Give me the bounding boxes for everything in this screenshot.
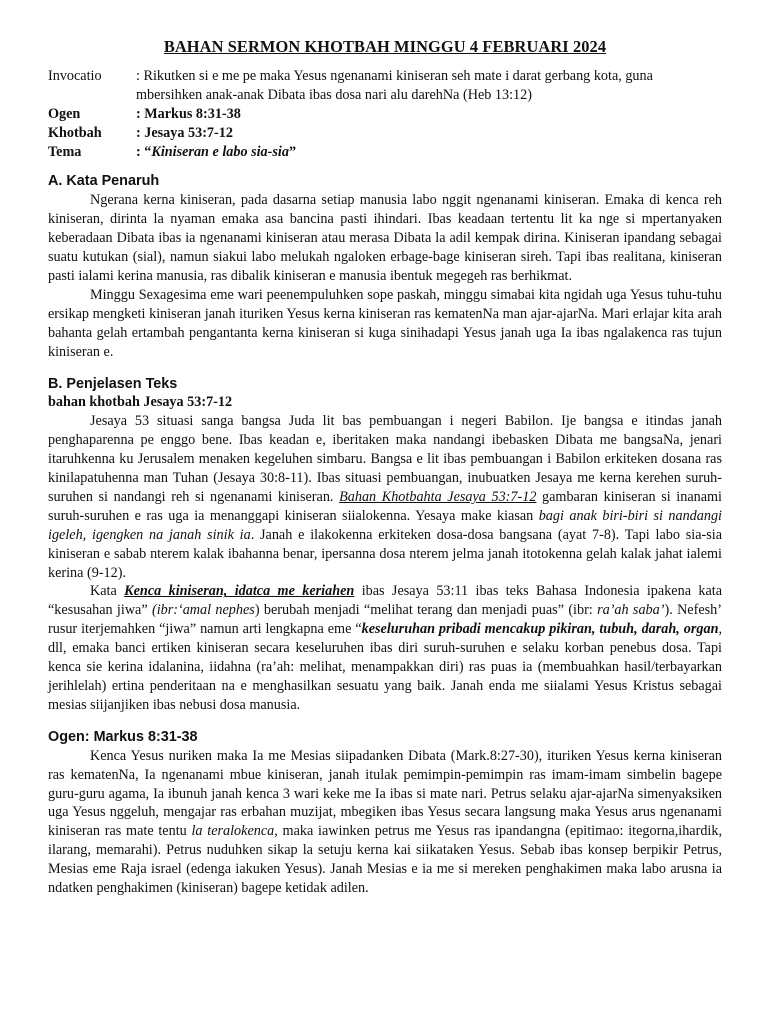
text-run: gambaran kiniseran si inanami suruh-suruhen e ras uga ia menanggapi kiniseran siialokenna. Yesaya make kiasan bbox=[48, 488, 722, 524]
section-ogen-heading: Ogen: Markus 8:31-38 bbox=[48, 728, 198, 745]
invocatio-value: : Rikutken si e me pe maka Yesus ngenanami kiniseran seh mate i darat gerbang kota, guna mbersihken anak-anak Dibata ibas dosa nari alu darehNa (Heb 13:12) bbox=[136, 67, 653, 103]
khotbah-value: : Jesaya 53:7-12 bbox=[136, 124, 233, 141]
meta-row-ogen bbox=[48, 105, 722, 124]
tema-prefix: : “ bbox=[136, 143, 152, 160]
ogen-value: : Markus 8:31-38 bbox=[136, 105, 241, 122]
italic-phrase: la teralokenca bbox=[191, 823, 275, 840]
document-title: BAHAN SERMON KHOTBAH MINGGU 4 FEBRUARI 2024 bbox=[163, 37, 607, 56]
tema-suffix: ” bbox=[288, 143, 297, 160]
tema-value-cell bbox=[134, 143, 722, 162]
sermon-meta-table bbox=[48, 67, 722, 162]
section-b-paragraph-1 bbox=[48, 412, 722, 582]
text-run: Kata bbox=[90, 583, 125, 600]
text-run: Kenca Yesus nuriken maka Ia me Mesias siipadanken Dibata (Mark.8:27-30), ituriken Yesus kerna kiniseran ras kematenNa, Ia ngenanami mbue kiniseran, janah itulak pemimpin-pemimpin ras imam-imam simbelin bagepe guru-guru agama, Ia ibunuh janah kenca 3 wari keke me Ia ibas si mate nari. Petrus selaku ajar-ajarNa simenyaksiken uga Yesus nggeluh, mengajar ras erbahan muzijat, mbegiken ibas Yesus secara langsung maka Yesus arus ngenanami kiniseran ras mate tentu bbox=[48, 747, 722, 840]
hebrew-term-2: ra’ah saba’ bbox=[597, 602, 665, 619]
text-run: ). Nefesh’ rusur iterjemahken “jiwa” namun arti lengkapna eme “ bbox=[48, 602, 722, 638]
hebrew-term-1: (ibr:‘amal nephes bbox=[151, 602, 255, 619]
emphasis-phrase: keseluruhan pribadi mencakup pikiran, tubuh, darah, organ bbox=[361, 621, 719, 638]
khotbah-label: Khotbah bbox=[48, 124, 102, 141]
text-run: . Janah e ilakokenna erkiteken dosa-dosa bangsana (ayat 7-8). Tapi labo sia-sia kiniseran e sabab nterem kalak ibahanna benar, ipersanna dosa nterem jelma janah itotokenna gelah kalak jahat ialemi kerina (9-12). bbox=[48, 526, 722, 581]
spacer bbox=[48, 715, 722, 728]
meta-row-khotbah bbox=[48, 124, 722, 143]
meta-row-tema bbox=[48, 143, 722, 162]
text-run: , maka iawinken petrus me Yesus ras ipandangna (epitimao: itegorna,ihardik, ilarang, memarahi). Petrus nuduhken sikap la setuju kerna kai siikataken Yesus. Sebab ibas konsep berpikir Petrus, Mesias eme Raja israel (edenga iakuken Yesus). Janah Mesias e ia me si mereken penghakimen maka labo arusna ia ndatken penghakimen (kiniseran) bagepe ketidak adilen. bbox=[48, 823, 722, 897]
section-b-heading: B. Penjelasen Teks bbox=[48, 375, 178, 392]
italic-phrase: bagi anak biri-biri si nandangi igeleh, igengken na janah sinik ia bbox=[48, 507, 722, 543]
text-run: ibas Jesaya 53:11 ibas teks Bahasa Indonesia ipakena kata “kesusahan jiwa” bbox=[48, 583, 722, 619]
meta-row-invocatio bbox=[48, 67, 722, 105]
text-run: , dll, emaka banci ertiken kiniseran secara keseluruhen ibas diri suruh-suruhen e selaku korban penebus dosa. Tapi kenca sie kerina idalanina, iidahna (ra’ah: melihat, menampakkan diri) ras puas ia (membuahkan hasil/terbayarkan jerihlelah) ertina penderitaan na e menghasilkan sesuatu yang baik. Janah enda me siialami Yesus Kristus sebagai mesias siijanjiken ibas nebusi dosa manusia. bbox=[48, 621, 723, 713]
section-b-subheading: bahan khotbah Jesaya 53:7-12 bbox=[48, 394, 233, 411]
key-phrase: Kenca kiniseran, idatca me keriahen bbox=[124, 583, 355, 600]
bahan-khotbah-reference: Bahan Khotbahta Jesaya 53:7-12 bbox=[339, 488, 537, 505]
spacer bbox=[48, 362, 722, 375]
section-a-heading: A. Kata Penaruh bbox=[48, 173, 160, 190]
text-run: ) berubah menjadi “melihat terang dan menjadi puas” (ibr: bbox=[254, 602, 598, 619]
section-a-paragraph-2: Minggu Sexagesima eme wari peenempuluhken sope paskah, minggu simabai kita ngidah uga Yesus tuhu-tuhu ersikap mengketi kiniseran janah ituriken Yesus kerna kiniseran ras kematenNa man ajar-ajarNa. Mari erlajar kita arah bahanta gelah ertambah pengantanta kerna kiniseran si kuga sinihadapi Yesus janah uga Ia ibas ngalakenca ras tujun kiniseran e. bbox=[48, 286, 722, 360]
ogen-label: Ogen bbox=[48, 105, 81, 122]
section-b-paragraph-2 bbox=[48, 582, 722, 714]
section-ogen-paragraph-1 bbox=[48, 747, 722, 898]
section-a-paragraph-1: Ngerana kerna kiniseran, pada dasarna setiap manusia labo nggit ngenanami kiniseran. Emaka di kenca reh kiniseran, dirinta la nyaman emaka asa bancina pasti ihindari. Ibas keadaan tertentu lit ka nge si mpertanyaken keberadaan Dibata ibas ia ngenanami kiniseran atau merasa Dibata la adil kempak dirina. Kiniseran ipandang sebagai suatu kutukan (sial), namun siakui labo melukah ngaloken erbage-bage kiniseran sireh. Tapi ibas realitana, kiniseran pasti ialami kerina manusia, ras dibalik kiniseran e manusia ibentuk megegeh ras berhikmat. bbox=[48, 192, 722, 284]
tema-value: Kiniseran e labo sia-sia bbox=[151, 143, 289, 160]
text-run: Jesaya 53 situasi sanga bangsa Juda lit bas pembuangan i negeri Babilon. Ije bangsa e itindas janah penghaparenna pe enggo bene. Ibas keadan e, iberitaken maka nandangi ibebasken Dibata me bangsaNa, jenari itaruhkenna ku Jerusalem menaken kegeluhen simbaru. Bangsa e lit ibas pembuangan i Babilon erkiteken dosana ras kinilapatuhenna man Tuhan (Jesaya 30:8-11). Ibas situasi pembuangan, inubuatken Jesaya me kerna kerehen suruh-suruhen si nandangi reh si ngenanami kiniseran. bbox=[48, 413, 722, 505]
tema-label: Tema bbox=[48, 143, 82, 160]
invocatio-label: Invocatio bbox=[48, 67, 102, 84]
